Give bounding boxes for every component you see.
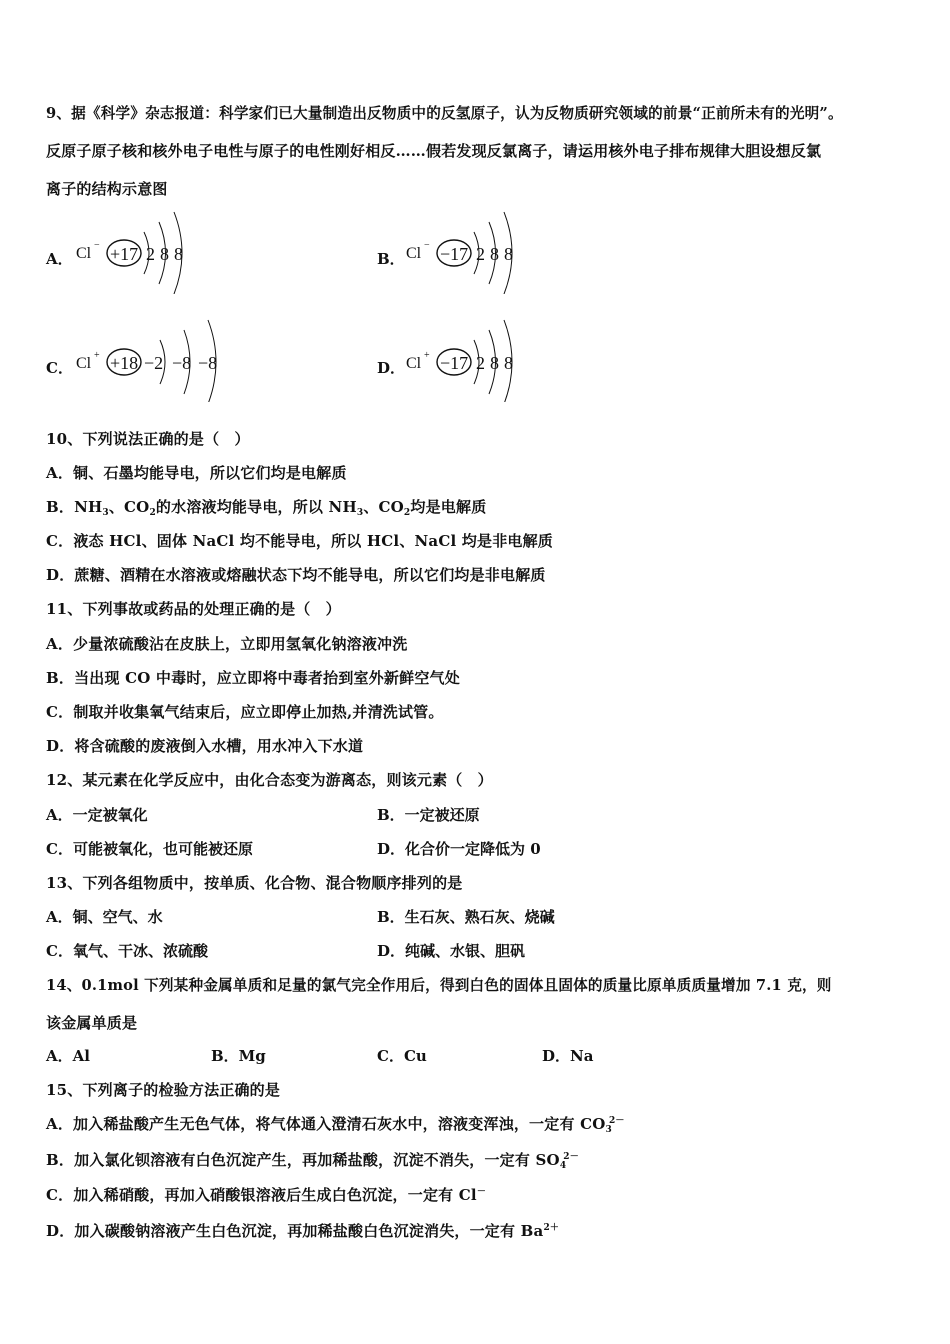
ion-symbol: Cl bbox=[406, 245, 422, 262]
ion-charge: + bbox=[424, 350, 430, 361]
q9-option-b-diagram bbox=[404, 204, 534, 294]
shell-electrons-3: 8 bbox=[504, 353, 513, 373]
subscript: 2 bbox=[403, 508, 411, 518]
subscript: 3 bbox=[605, 1125, 612, 1135]
q15-a-text: A．加入稀盐酸产生无色气体，将气体通入澄清石灰水中，溶液变浑浊，一定有 CO bbox=[46, 1115, 606, 1133]
q11-option-c: C．制取并收集氧气结束后，应立即停止加热,并清洗试管。 bbox=[46, 703, 444, 721]
q12-option-b: B．一定被还原 bbox=[377, 806, 480, 824]
subscript: 2 bbox=[149, 508, 156, 518]
q14-stem-line2: 该金属单质是 bbox=[46, 1014, 138, 1032]
shell-electrons-3: 8 bbox=[174, 244, 183, 264]
q12-option-c: C．可能被氧化，也可能被还原 bbox=[46, 840, 253, 858]
q10-option-d: D．蔗糖、酒精在水溶液或熔融状态下均不能导电，所以它们均是非电解质 bbox=[46, 566, 546, 584]
q9-option-c-label: C． bbox=[46, 359, 73, 377]
ion-charge: + bbox=[94, 350, 100, 361]
q10-stem: 10、下列说法正确的是（ ） bbox=[46, 430, 250, 448]
q9-stem-line3: 离子的结构示意图 bbox=[46, 180, 168, 198]
q14-option-b: B．Mg bbox=[211, 1047, 266, 1065]
shell-electrons-1: 2 bbox=[146, 244, 155, 264]
nucleus-charge: −17 bbox=[440, 244, 469, 264]
subscript: 3 bbox=[356, 508, 364, 518]
q15-option-a bbox=[46, 1113, 625, 1135]
superscript: － bbox=[476, 1187, 487, 1197]
q9-option-d-label: D． bbox=[377, 359, 406, 377]
subscript: 4 bbox=[559, 1161, 567, 1171]
q10-b-text: B．NH bbox=[46, 498, 103, 516]
q13-option-d: D．纯碱、水银、胆矾 bbox=[377, 942, 526, 960]
q15-b-text: B．加入氯化钡溶液有白色沉淀产生，再加稀盐酸，沉淀不消失，一定有 SO bbox=[46, 1151, 560, 1169]
q11-stem: 11、下列事故或药品的处理正确的是（ ） bbox=[46, 600, 341, 618]
ion-symbol: Cl bbox=[406, 355, 422, 372]
q9-stem-line1: 9、据《科学》杂志报道：科学家们已大量制造出反物质中的反氢原子，认为反物质研究领域的前景“正前所未有的光明”。 bbox=[46, 105, 843, 122]
shell-electrons-1: 2 bbox=[476, 353, 485, 373]
ion-symbol: Cl bbox=[76, 355, 92, 372]
q15-option-c bbox=[46, 1184, 486, 1205]
q9-option-a-diagram bbox=[74, 204, 204, 294]
q13-option-a: A．铜、空气、水 bbox=[46, 908, 163, 926]
ion-charge: − bbox=[424, 240, 430, 251]
superscript: 2＋ bbox=[543, 1223, 560, 1233]
shell-electrons-2: 8 bbox=[490, 353, 499, 373]
q10-option-b bbox=[46, 496, 486, 518]
nucleus-charge: +18 bbox=[110, 353, 139, 373]
shell-electrons-3: −8 bbox=[198, 353, 218, 373]
q9-option-a-label: A． bbox=[46, 250, 73, 268]
q12-option-a: A．一定被氧化 bbox=[46, 806, 148, 824]
shell-electrons-1: 2 bbox=[476, 244, 485, 264]
q15-c-text: C．加入稀硝酸，再加入硝酸银溶液后生成白色沉淀，一定有 Cl bbox=[46, 1186, 477, 1204]
q14-stem-line1: 14、0.1mol 下列某种金属单质和足量的氯气完全作用后，得到白色的固体且固体的质量比原单质质量增加 7.1 克，则 bbox=[46, 977, 832, 994]
q14-option-d: D．Na bbox=[542, 1047, 594, 1065]
nucleus-charge: −17 bbox=[440, 353, 469, 373]
ion-symbol: Cl bbox=[76, 245, 92, 262]
q13-stem: 13、下列各组物质中，按单质、化合物、混合物顺序排列的是 bbox=[46, 874, 463, 892]
q10-option-a: A．铜、石墨均能导电，所以它们均是电解质 bbox=[46, 464, 347, 482]
q9-stem-line2: 反原子原子核和核外电子电性与原子的电性刚好相反……假若发现反氯离子，请运用核外电子排布规律大胆设想反氯 bbox=[46, 142, 822, 160]
q15-d-text: D．加入碳酸钠溶液产生白色沉淀，再加稀盐酸白色沉淀消失，一定有 Ba bbox=[46, 1222, 544, 1240]
q10-b-text: 的水溶液均能导电，所以 NH bbox=[155, 498, 357, 516]
nucleus-charge: +17 bbox=[110, 244, 139, 264]
q10-b-text: 、CO bbox=[363, 498, 404, 516]
q11-option-b: B．当出现 CO 中毒时，应立即将中毒者抬到室外新鲜空气处 bbox=[46, 669, 460, 687]
q15-option-d bbox=[46, 1220, 559, 1241]
shell-electrons-2: −8 bbox=[172, 353, 192, 373]
shell-electrons-1: −2 bbox=[144, 353, 164, 373]
shell-electrons-2: 8 bbox=[160, 244, 169, 264]
q11-option-a: A．少量浓硫酸沾在皮肤上，立即用氢氧化钠溶液冲洗 bbox=[46, 635, 408, 653]
q14-option-a: A．Al bbox=[46, 1047, 90, 1065]
q12-stem: 12、某元素在化学反应中，由化合态变为游离态，则该元素（ ） bbox=[46, 771, 493, 789]
q13-option-b: B．生石灰、熟石灰、烧碱 bbox=[377, 908, 555, 926]
q12-option-d: D．化合价一定降低为 0 bbox=[377, 840, 541, 858]
q15-option-b bbox=[46, 1149, 579, 1171]
q13-option-c: C．氧气、干冰、浓硫酸 bbox=[46, 942, 208, 960]
shell-electrons-2: 8 bbox=[490, 244, 499, 264]
q9-option-d-diagram bbox=[404, 312, 534, 402]
subscript: 3 bbox=[102, 508, 109, 518]
q10-b-text: 、CO bbox=[108, 498, 150, 516]
q10-option-c: C．液态 HCl、固体 NaCl 均不能导电，所以 HCl、NaCl 均是非电解质 bbox=[46, 532, 554, 550]
q14-option-c: C．Cu bbox=[377, 1047, 427, 1065]
q10-b-text: 均是电解质 bbox=[410, 498, 487, 516]
superscript: 2－ bbox=[563, 1152, 579, 1162]
shell-electrons-3: 8 bbox=[504, 244, 513, 264]
q11-option-d: D．将含硫酸的废液倒入水槽，用水冲入下水道 bbox=[46, 737, 364, 755]
q9-option-b-label: B． bbox=[377, 250, 405, 268]
ion-charge: − bbox=[94, 240, 100, 251]
q9-option-c-diagram bbox=[74, 312, 244, 402]
q15-stem: 15、下列离子的检验方法正确的是 bbox=[46, 1081, 281, 1099]
superscript: 2－ bbox=[608, 1116, 625, 1126]
